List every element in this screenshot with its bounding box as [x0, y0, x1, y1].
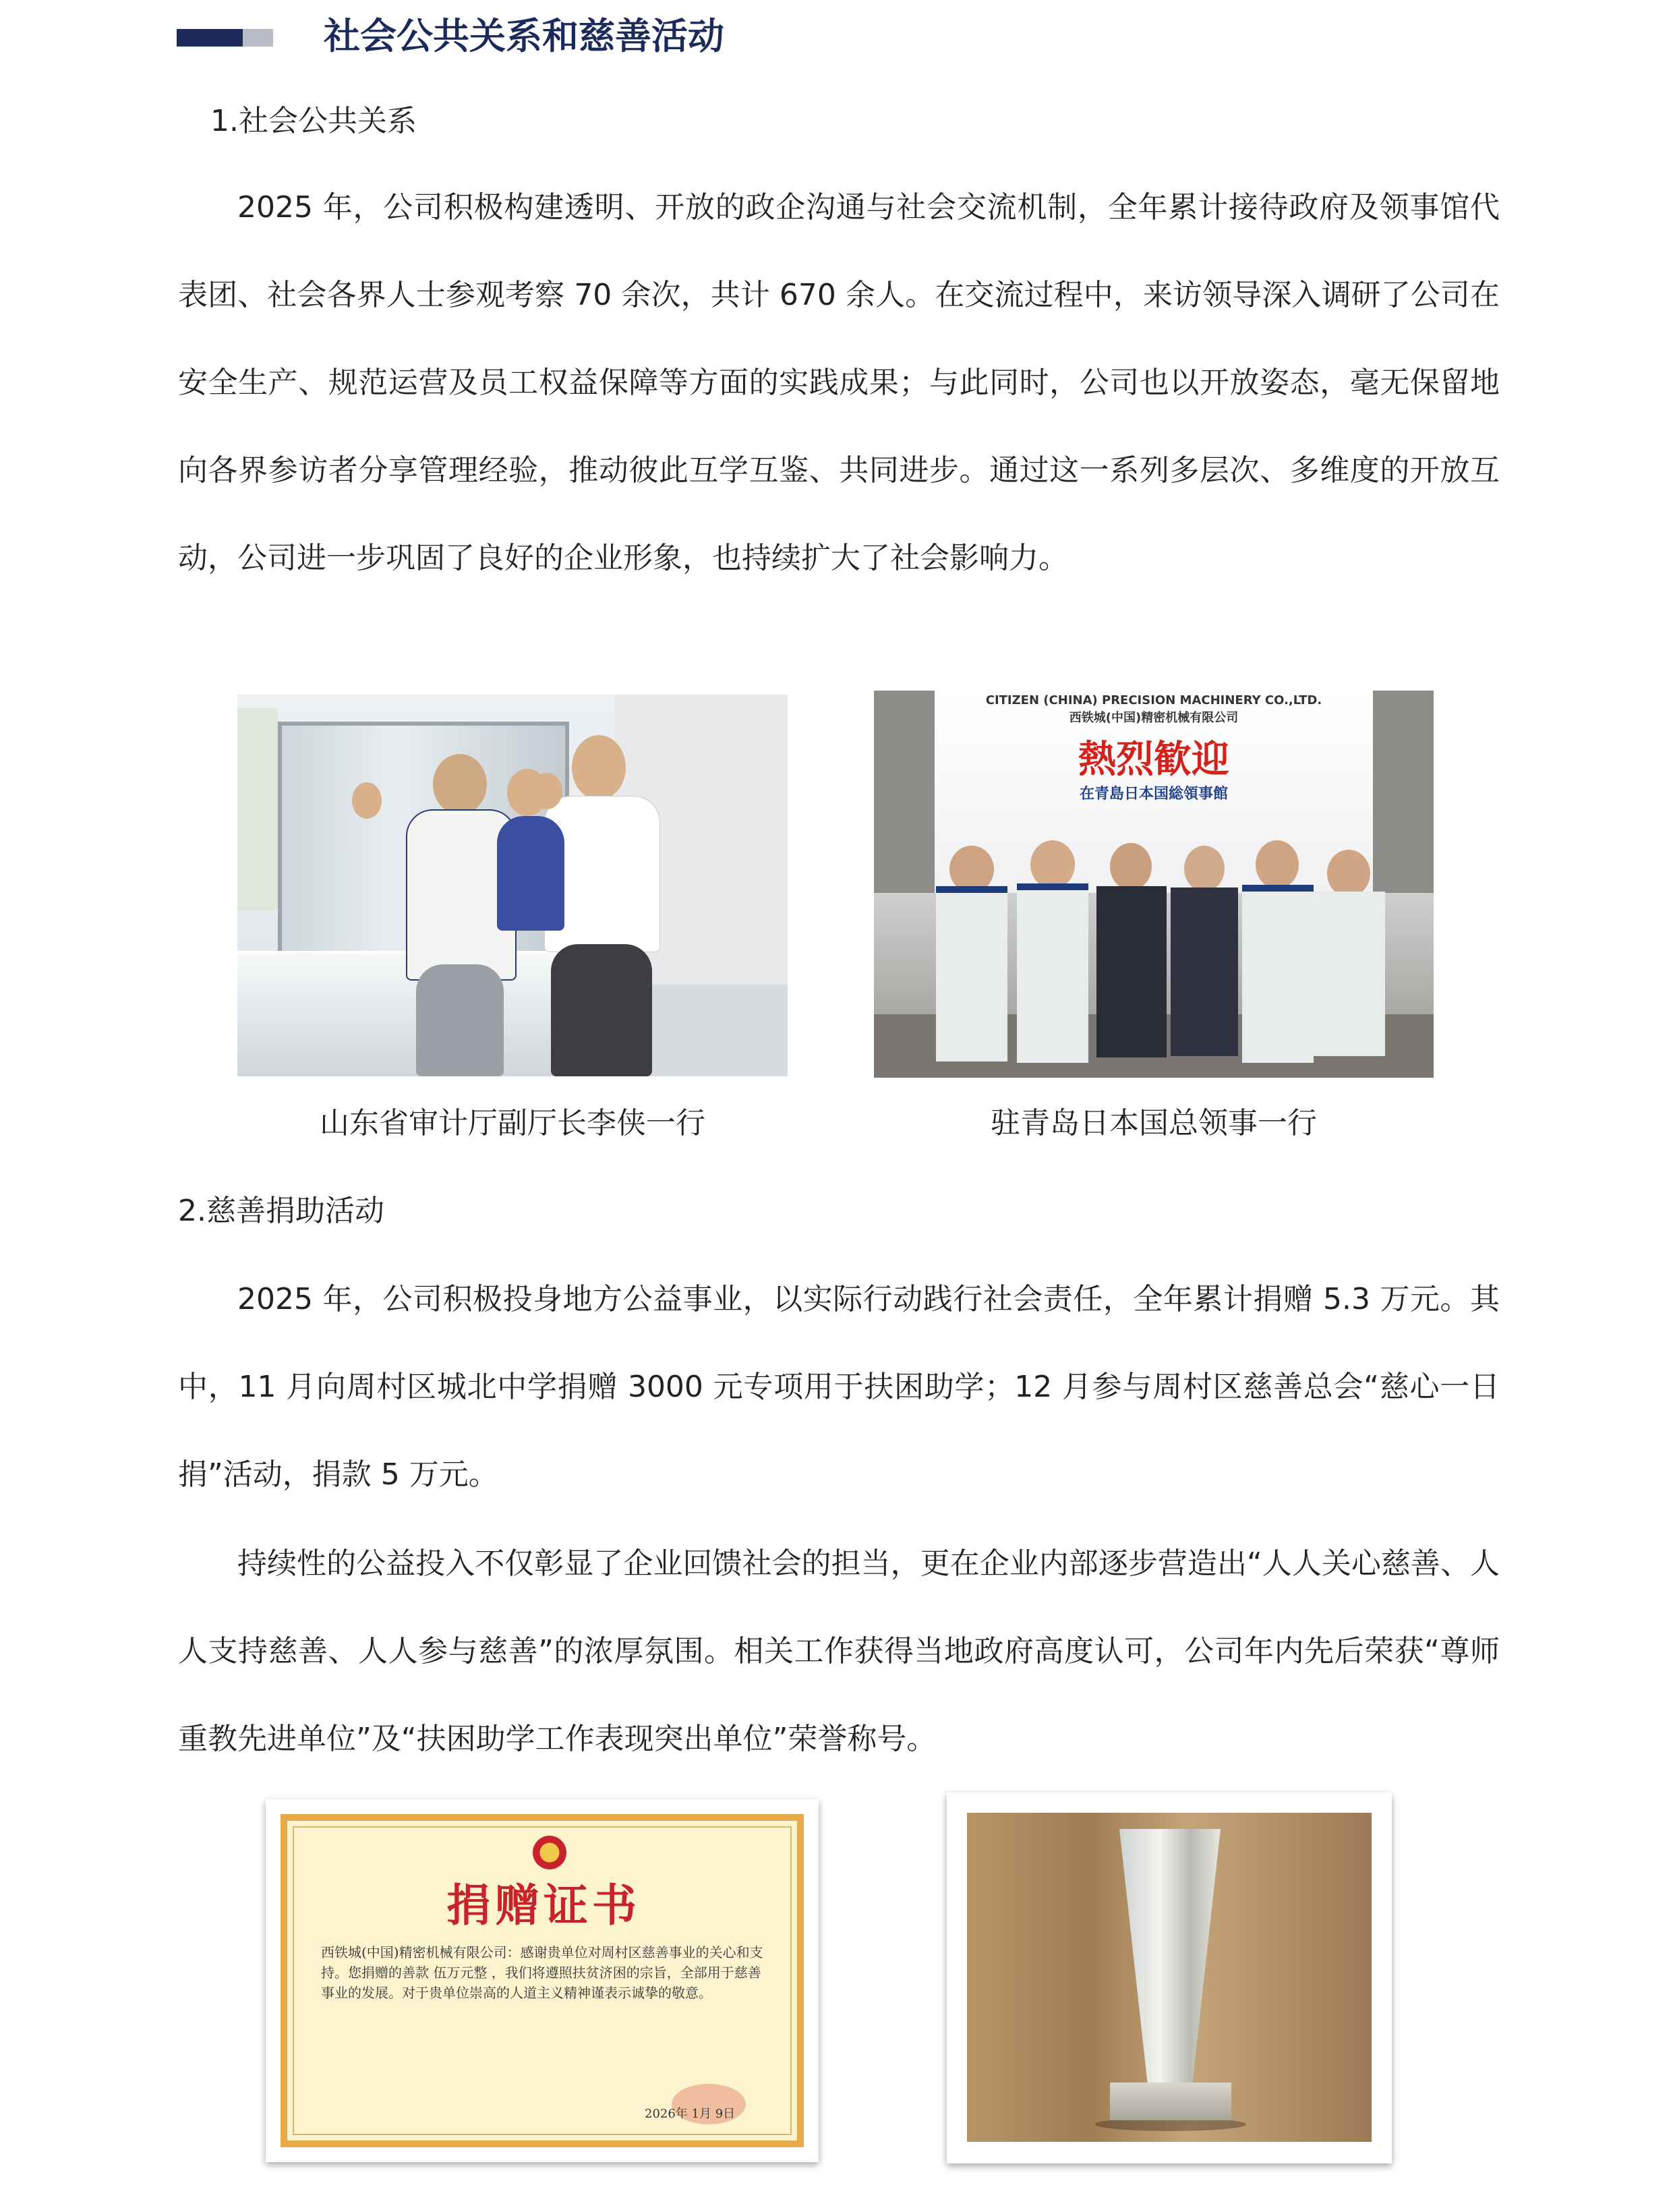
person-uniform [936, 886, 1007, 1061]
person-head [572, 735, 626, 800]
subsection-heading-public-relations: 1.社会公共关系 [210, 104, 417, 138]
person-head [1184, 846, 1225, 892]
trophy-icon [1119, 1829, 1221, 2085]
photo-consul-visit [874, 691, 1434, 1078]
screen-company-english: CITIZEN (CHINA) PRECISION MACHINERY CO.,LTD. [985, 693, 1322, 707]
person-head [1030, 840, 1075, 889]
person-legs [416, 964, 504, 1076]
person-suit [1096, 886, 1167, 1057]
person-head [433, 754, 487, 815]
header-accent-bar [177, 29, 243, 47]
certificate-inner-border [293, 1826, 792, 2135]
trophy-photo [967, 1813, 1372, 2142]
subsection-heading-charity: 2.慈善捐助活动 [178, 1194, 384, 1228]
welcome-screen [935, 691, 1373, 893]
person-head [1256, 840, 1299, 889]
screen-welcome-text: 熱烈歓迎 [1078, 737, 1229, 782]
donation-certificate-image [266, 1799, 819, 2162]
person-suit [1171, 887, 1238, 1056]
certificate-date: 2026年 1月 9日 [645, 2107, 736, 2121]
trophy-base [1110, 2083, 1231, 2120]
caption-photo-2: 驻青岛日本国总领事一行 [991, 1106, 1317, 1140]
paragraph-public-relations: 2025 年，公司积极构建透明、开放的政企沟通与社会交流机制，全年累计接待政府及领事馆代表团、社会各界人士参观考察 70 余次，共计 670 余人。在交流过程中，来访领导深入调研了公司在安全生产、规范运营及员工权益保障等方面的实践成果；与此同时，公司也以开放姿态，毫无保留地向各界参访者分享管理经验，推动彼此互学互鉴、共同进步。通过这一系列多层次、多维度的开放互动，公司进一步巩固了良好的企业形象，也持续扩大了社会影响力。 [178, 190, 1500, 575]
caption-photo-1: 山东省审计厅副厅长李侠一行 [320, 1106, 705, 1140]
photo-audit-visit [237, 695, 788, 1076]
person-head [352, 782, 382, 819]
person-head [1110, 843, 1152, 890]
certificate-body: 西铁城(中国)精密机械有限公司：感谢贵单位对周村区慈善事业的关心和支持。您捐赠的善款 伍万元整 ，我们将遵照扶贫济困的宗旨，全部用于慈善事业的发展。对于贵单位崇高的人道主义精神谨表示诚挚的敬意。 [321, 1944, 763, 2001]
person-uniform [1242, 885, 1314, 1063]
person-head [531, 773, 562, 809]
paragraph-charity-donations: 2025 年，公司积极投身地方公益事业，以实际行动践行社会责任，全年累计捐赠 5.3 万元。其中，11 月向周村区城北中学捐赠 3000 元专项用于扶困助学；12 月参与周村区慈善总会“慈心一日捐”活动，捐款 5 万元。 [178, 1282, 1500, 1492]
person-uniform [1314, 892, 1385, 1056]
certificate-title: 捐赠证书 [446, 1879, 641, 1931]
person-head [1327, 850, 1370, 897]
screen-guest-text: 在青島日本国総領事館 [1079, 786, 1228, 803]
certificate [281, 1814, 804, 2147]
person-uniform [1017, 883, 1088, 1063]
plant-decor [237, 708, 278, 910]
trophy-image [947, 1793, 1392, 2163]
header-accent-bar-light [243, 29, 273, 47]
emblem-icon [533, 1836, 566, 1869]
screen-company-chinese: 西铁城(中国)精密机械有限公司 [1069, 711, 1239, 725]
section-title: 社会公共关系和慈善活动 [324, 15, 724, 57]
person-blue-shirt [497, 816, 564, 931]
person-legs [551, 944, 652, 1076]
paragraph-charity-honors: 持续性的公益投入不仅彰显了企业回馈社会的担当，更在企业内部逐步营造出“人人关心慈善、人人支持慈善、人人参与慈善”的浓厚氛围。相关工作获得当地政府高度认可，公司年内先后荣获“尊师重教先进单位”及“扶困助学工作表现突出单位”荣誉称号。 [178, 1546, 1500, 1756]
